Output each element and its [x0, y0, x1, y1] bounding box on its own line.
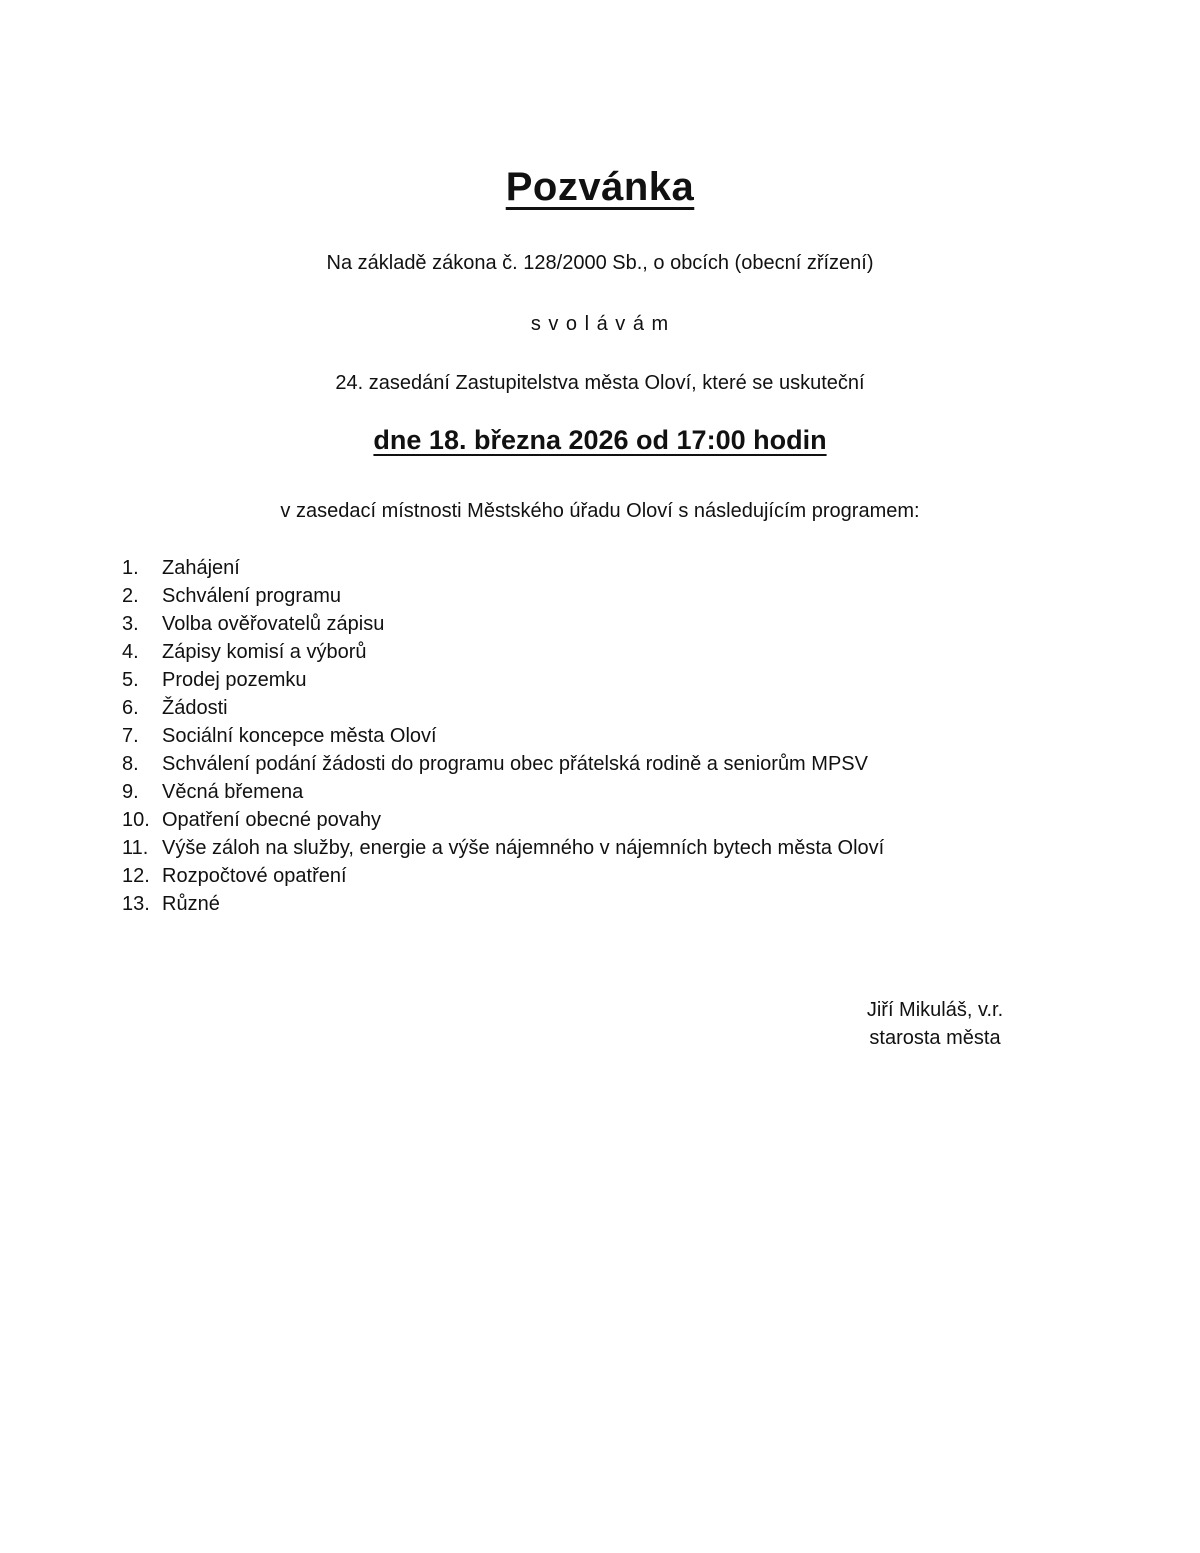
- agenda-item-text: Prodej pozemku: [162, 668, 307, 691]
- agenda-item-text: Různé: [162, 892, 220, 915]
- agenda-item-2: [122, 582, 1200, 610]
- agenda-item-number: 13.: [122, 892, 150, 915]
- agenda-item-8: [122, 750, 1200, 778]
- agenda-item-text: Sociální koncepce města Oloví: [162, 724, 437, 747]
- date-time-line: [0, 425, 1200, 456]
- agenda-item-3: [122, 610, 1200, 638]
- agenda-item-text: Volba ověřovatelů zápisu: [162, 612, 385, 635]
- agenda-item-number: 9.: [122, 780, 139, 803]
- agenda-item-text: Zahájení: [162, 556, 240, 579]
- signature-role: starosta města: [869, 1027, 1001, 1049]
- agenda-item-number: 10.: [122, 808, 150, 831]
- agenda-item-5: [122, 666, 1200, 694]
- convene-word: s v o l á v á m: [530, 312, 670, 335]
- session-line: 24. zasedání Zastupitelstva města Oloví, které se uskuteční: [335, 371, 865, 394]
- agenda-item-6: [122, 694, 1200, 722]
- agenda-item-text: Schválení podání žádosti do programu obec přátelská rodině a seniorům MPSV: [162, 752, 868, 775]
- agenda-item-9: [122, 778, 1200, 806]
- agenda-item-text: Věcná břemena: [162, 780, 304, 803]
- agenda-item-number: 4.: [122, 640, 139, 663]
- agenda-item-text: Opatření obecné povahy: [162, 808, 382, 831]
- agenda-item-7: [122, 722, 1200, 750]
- agenda-item-number: 8.: [122, 752, 139, 775]
- agenda-item-number: 12.: [122, 864, 150, 887]
- signature-name: Jiří Mikuláš, v.r.: [866, 999, 1004, 1021]
- legal-basis-line: Na základě zákona č. 128/2000 Sb., o obcích (obecní zřízení): [326, 251, 874, 274]
- agenda-item-11: [122, 834, 1200, 862]
- agenda-item-text: Zápisy komisí a výborů: [162, 640, 367, 663]
- agenda-item-number: 2.: [122, 584, 139, 607]
- agenda-item-4: [122, 638, 1200, 666]
- agenda-item-text: Rozpočtové opatření: [162, 864, 347, 887]
- agenda-item-number: 3.: [122, 612, 139, 635]
- agenda-item-text: Výše záloh na služby, energie a výše nájemného v nájemních bytech města Oloví: [162, 836, 885, 859]
- agenda-list: [0, 554, 1200, 918]
- agenda-item-number: 1.: [122, 556, 139, 579]
- agenda-item-number: 11.: [122, 836, 149, 859]
- date-time-text: dne 18. března 2026 od 17:00 hodin: [373, 424, 827, 455]
- agenda-item-12: [122, 862, 1200, 890]
- agenda-item-number: 6.: [122, 696, 139, 719]
- agenda-item-text: Žádosti: [162, 696, 228, 719]
- agenda-item-10: [122, 806, 1200, 834]
- agenda-item-number: 7.: [122, 724, 139, 747]
- signature-block: [820, 996, 1050, 1052]
- venue-line: v zasedací místnosti Městského úřadu Oloví s následujícím programem:: [280, 499, 920, 522]
- document-title-text: Pozvánka: [505, 164, 695, 209]
- agenda-item-text: Schválení programu: [162, 584, 341, 607]
- agenda-item-1: [122, 554, 1200, 582]
- agenda-item-number: 5.: [122, 668, 139, 691]
- agenda-item-13: [122, 890, 1200, 918]
- document-title: [0, 27, 1200, 210]
